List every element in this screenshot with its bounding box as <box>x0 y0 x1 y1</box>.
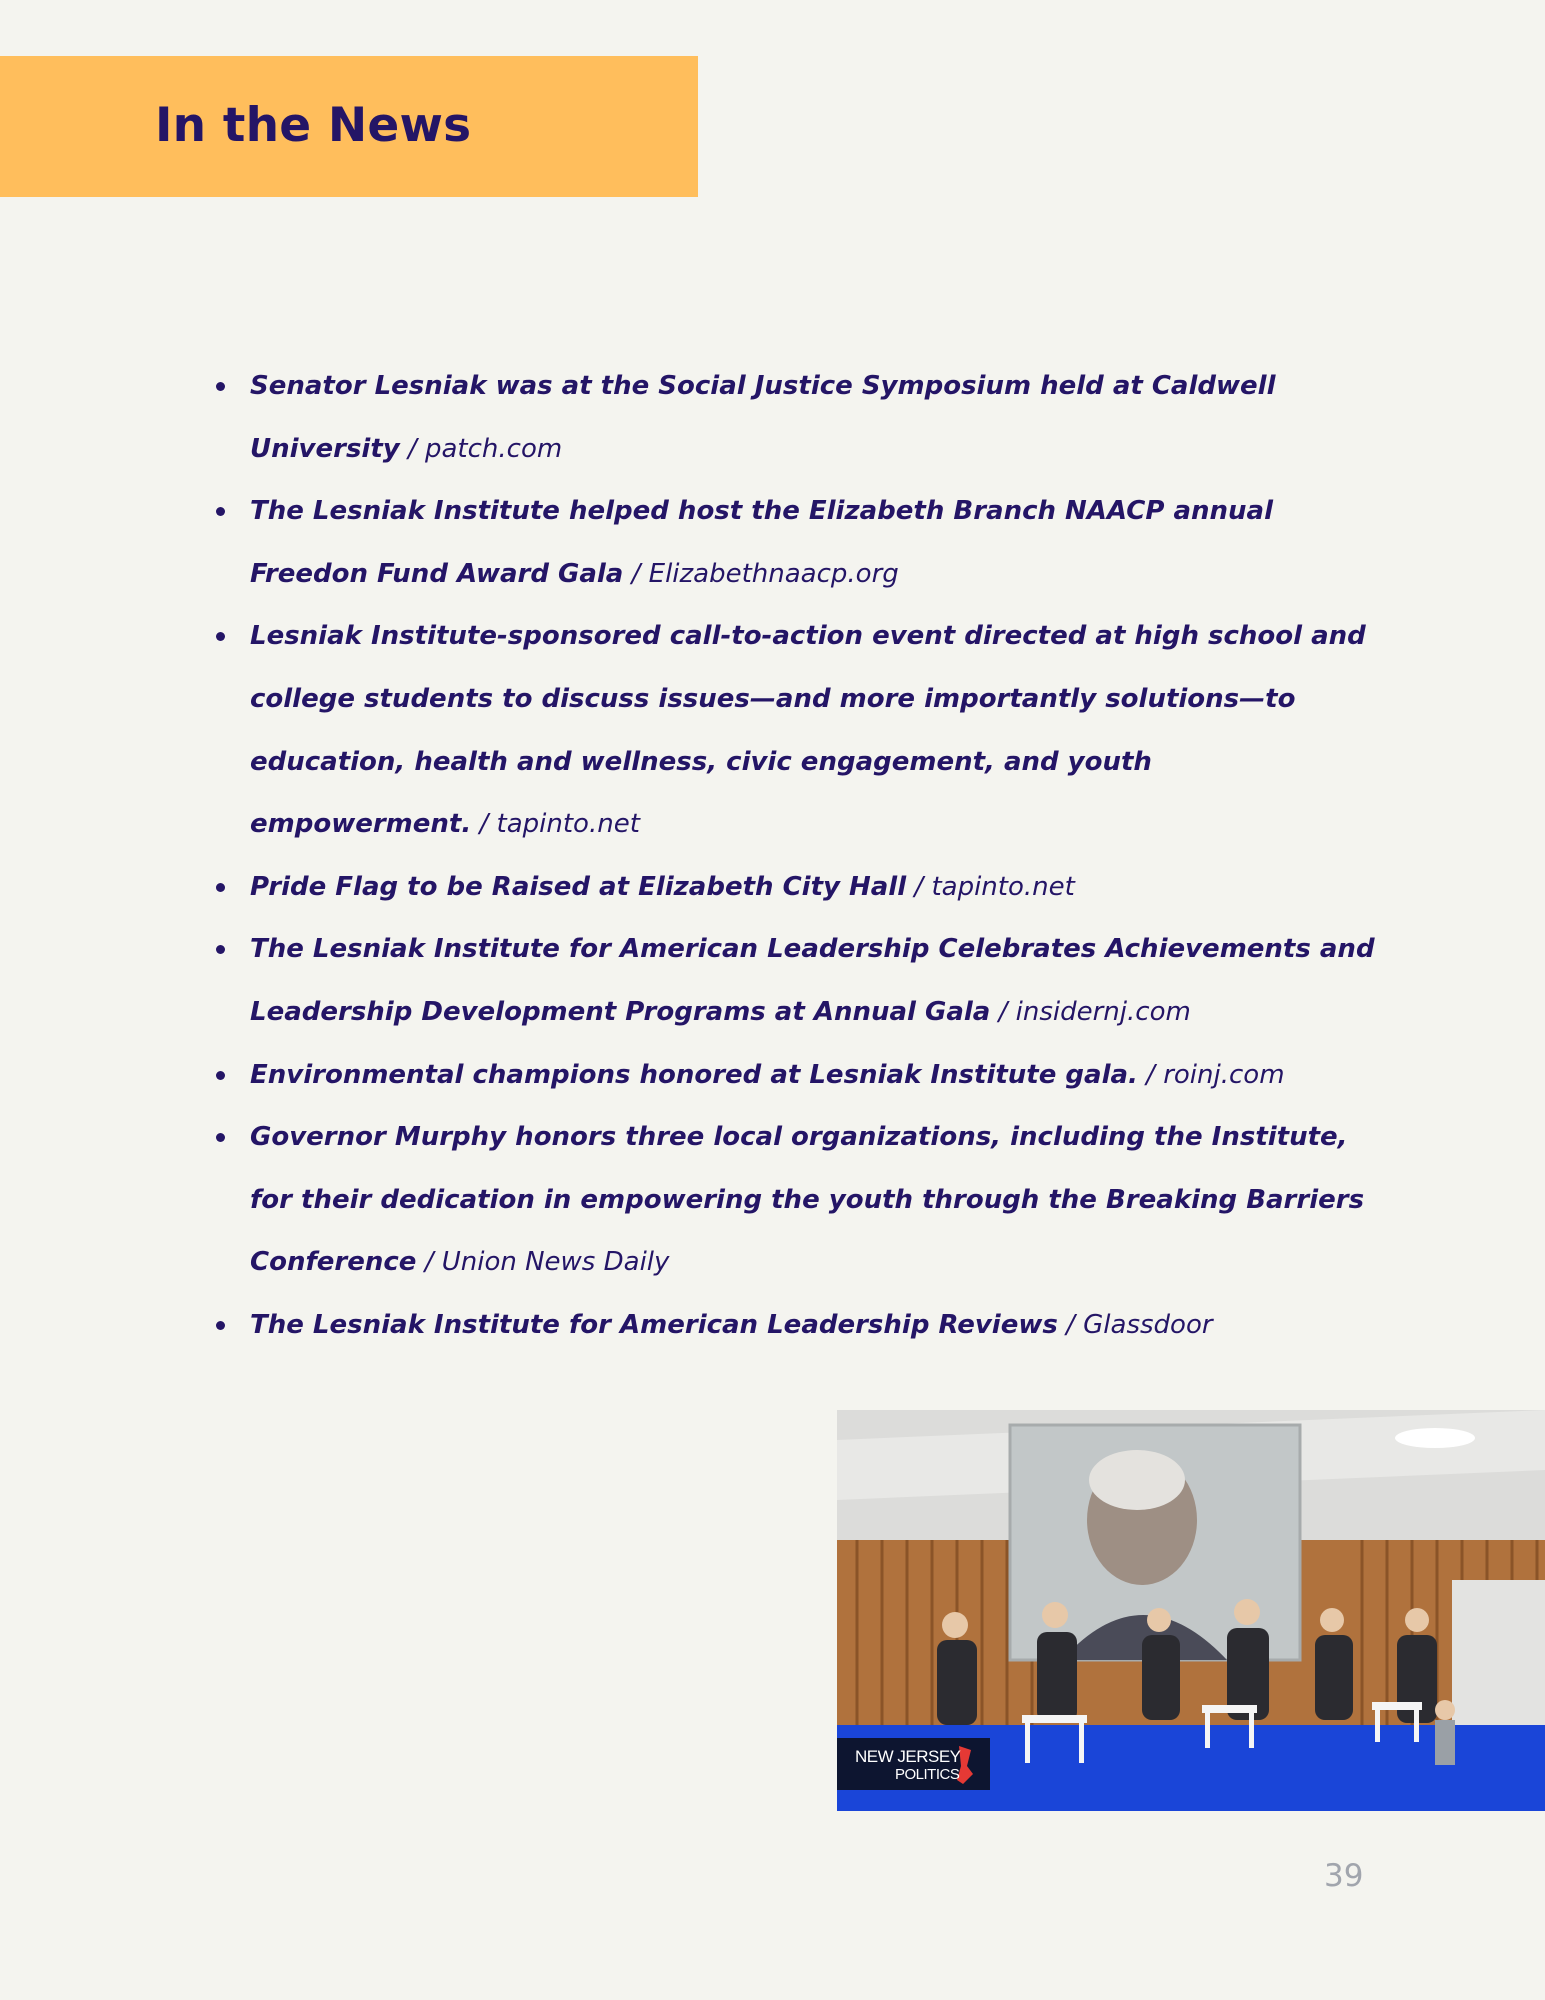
panel-event-photo <box>837 1410 1545 1811</box>
logo-line2: POLITICS <box>895 1766 960 1783</box>
news-headline[interactable]: The Lesniak Institute helped host the Elizabeth Branch NAACP annual Freedon Fund Award Gala <box>250 496 1273 589</box>
news-headline[interactable]: The Lesniak Institute for American Leadership Celebrates Achievements and Leadership Development Programs at Annual Gala <box>250 934 1375 1027</box>
news-item: The Lesniak Institute for American Leadership Celebrates Achievements and Leadership Development Programs at Annual Gala / insidernj.com <box>250 918 1380 1043</box>
news-source: tapinto.net <box>931 871 1075 902</box>
news-source: insidernj.com <box>1015 996 1191 1027</box>
news-source: tapinto.net <box>496 809 640 840</box>
news-source: Union News Daily <box>441 1247 670 1278</box>
page-number: 39 <box>1324 1858 1364 1894</box>
news-item: Lesniak Institute-sponsored call-to-action event directed at high school and college students to discuss issues—and more importantly solutions—to education, health and wellness, civic engagement, and youth empowerment. / tapinto.net <box>250 605 1380 855</box>
news-headline[interactable]: Pride Flag to be Raised at Elizabeth City Hall <box>250 871 907 902</box>
news-item: Environmental champions honored at Lesniak Institute gala. / roinj.com <box>250 1044 1380 1107</box>
news-source: Elizabethnaacp.org <box>648 558 899 589</box>
news-list <box>214 355 1380 1357</box>
news-item: Senator Lesniak was at the Social Justice Symposium held at Caldwell University / patch.com <box>250 355 1380 480</box>
news-item: The Lesniak Institute for American Leadership Reviews / Glassdoor <box>250 1294 1380 1357</box>
news-item: The Lesniak Institute helped host the Elizabeth Branch NAACP annual Freedon Fund Award Gala / Elizabethnaacp.org <box>250 480 1380 605</box>
news-headline[interactable]: Environmental champions honored at Lesniak Institute gala. <box>250 1059 1138 1090</box>
news-item: Pride Flag to be Raised at Elizabeth City Hall / tapinto.net <box>250 856 1380 919</box>
news-item: Governor Murphy honors three local organizations, including the Institute, for their dedication in empowering the youth through the Breaking Barriers Conference / Union News Daily <box>250 1106 1380 1294</box>
page-title: In the News <box>155 98 472 153</box>
news-headline[interactable]: Senator Lesniak was at the Social Justice Symposium held at Caldwell University <box>250 371 1276 464</box>
news-headline[interactable]: The Lesniak Institute for American Leadership Reviews <box>250 1309 1058 1340</box>
news-headline[interactable]: Governor Murphy honors three local organizations, including the Institute, for their dedication in empowering the youth through the Breaking Barriers Conference <box>250 1122 1365 1278</box>
logo-line1: NEW JERSEY <box>855 1747 961 1766</box>
news-source: patch.com <box>425 433 563 464</box>
news-source: Glassdoor <box>1083 1309 1213 1340</box>
news-headline[interactable]: Lesniak Institute-sponsored call-to-action event directed at high school and college students to discuss issues—and more importantly solutions—to education, health and wellness, civic engagement, and youth empowerment. <box>250 621 1366 840</box>
news-source: roinj.com <box>1163 1059 1285 1090</box>
